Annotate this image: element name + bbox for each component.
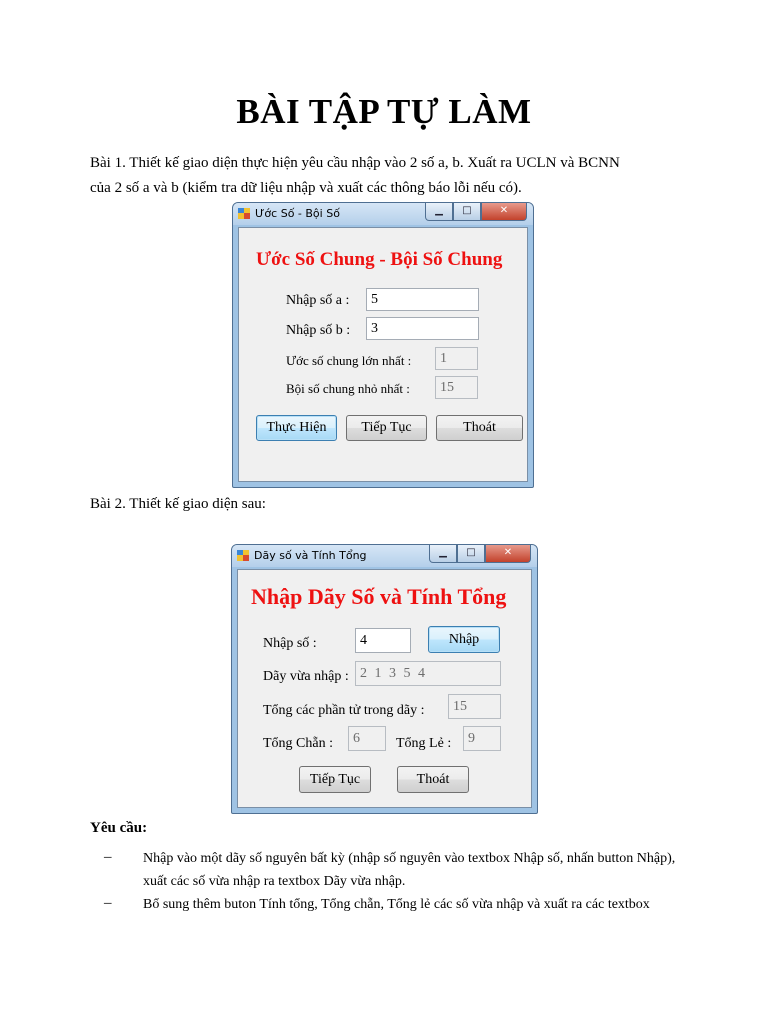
window2-heading: Nhập Dãy Số và Tính Tổng — [251, 584, 507, 609]
window1-heading: Ước Số Chung - Bội Số Chung — [256, 249, 503, 270]
document-title: BÀI TẬP TỰ LÀM — [236, 92, 532, 131]
tong-le-output[interactable]: 9 — [463, 726, 501, 751]
window-day-so — [231, 544, 538, 814]
thoat-button[interactable]: Thoát — [436, 415, 523, 441]
nhap-button[interactable]: Nhập — [428, 626, 500, 653]
close-icon[interactable]: ✕ — [481, 203, 527, 221]
window1-title: Ước Số - Bội Số — [255, 207, 340, 220]
bullet-dash: – — [104, 895, 112, 911]
tiep-tuc-button[interactable]: Tiếp Tục — [299, 766, 371, 793]
output-ucln[interactable]: 1 — [435, 347, 478, 370]
window2-client — [237, 569, 532, 808]
thoat-button[interactable]: Thoát — [397, 766, 469, 793]
close-icon[interactable]: ✕ — [485, 545, 531, 563]
thuc-hien-button[interactable]: Thực Hiện — [256, 415, 337, 441]
bai1-line1: Bài 1. Thiết kế giao diện thực hiện yêu cầu nhập vào 2 số a, b. Xuất ra UCLN và BCNN — [90, 155, 620, 171]
bullet-2-line1: Bổ sung thêm buton Tính tổng, Tổng chẵn, Tổng lẻ các số vừa nhập và xuất ra các textbox — [143, 897, 650, 912]
bai1-line2: của 2 số a và b (kiểm tra dữ liệu nhập và xuất các thông báo lỗi nếu có). — [90, 180, 522, 196]
input-a[interactable]: 5 — [366, 288, 479, 311]
tong-chan-output[interactable]: 6 — [348, 726, 386, 751]
window2-title: Dãy số và Tính Tổng — [254, 549, 367, 562]
output-bcnn[interactable]: 15 — [435, 376, 478, 399]
window-uoc-so-boi-so — [232, 202, 534, 488]
minimize-icon[interactable]: ▁ — [425, 203, 453, 221]
label-nhap-so: Nhập số : — [263, 636, 317, 651]
bullet-1-line1: Nhập vào một dãy số nguyên bất kỳ (nhập số nguyên vào textbox Nhập số, nhấn button Nhập), — [143, 851, 676, 866]
bai2-text: Bài 2. Thiết kế giao diện sau: — [90, 496, 266, 512]
bullet-dash: – — [104, 849, 112, 865]
maximize-icon[interactable]: □ — [453, 203, 481, 221]
label-day-vua-nhap: Dãy vừa nhập : — [263, 669, 349, 684]
app-icon — [238, 208, 250, 219]
label-a: Nhập số a : — [286, 293, 350, 308]
label-b: Nhập số b : — [286, 323, 351, 338]
maximize-icon[interactable]: □ — [457, 545, 485, 563]
label-tong: Tổng các phần tử trong dãy : — [263, 703, 425, 718]
tong-output[interactable]: 15 — [448, 694, 501, 719]
label-bcnn: Bội số chung nhỏ nhất : — [286, 381, 410, 396]
minimize-icon[interactable]: ▁ — [429, 545, 457, 563]
window2-titlebar[interactable] — [232, 545, 537, 567]
day-vua-nhap-output[interactable]: 2 1 3 5 4 — [355, 661, 501, 686]
window1-client — [238, 227, 528, 482]
app-icon — [237, 550, 249, 561]
input-b[interactable]: 3 — [366, 317, 479, 340]
label-tong-chan: Tổng Chẵn : — [263, 736, 333, 751]
label-tong-le: Tổng Lẻ : — [396, 736, 452, 751]
tiep-tuc-button[interactable]: Tiếp Tục — [346, 415, 427, 441]
nhap-so-input[interactable]: 4 — [355, 628, 411, 653]
yeu-cau-heading: Yêu cầu: — [90, 820, 148, 836]
window1-titlebar[interactable] — [233, 203, 533, 225]
bullet-1-line2: xuất các số vừa nhập ra textbox Dãy vừa nhập. — [143, 874, 406, 889]
label-ucln: Ước số chung lớn nhất : — [286, 353, 412, 368]
